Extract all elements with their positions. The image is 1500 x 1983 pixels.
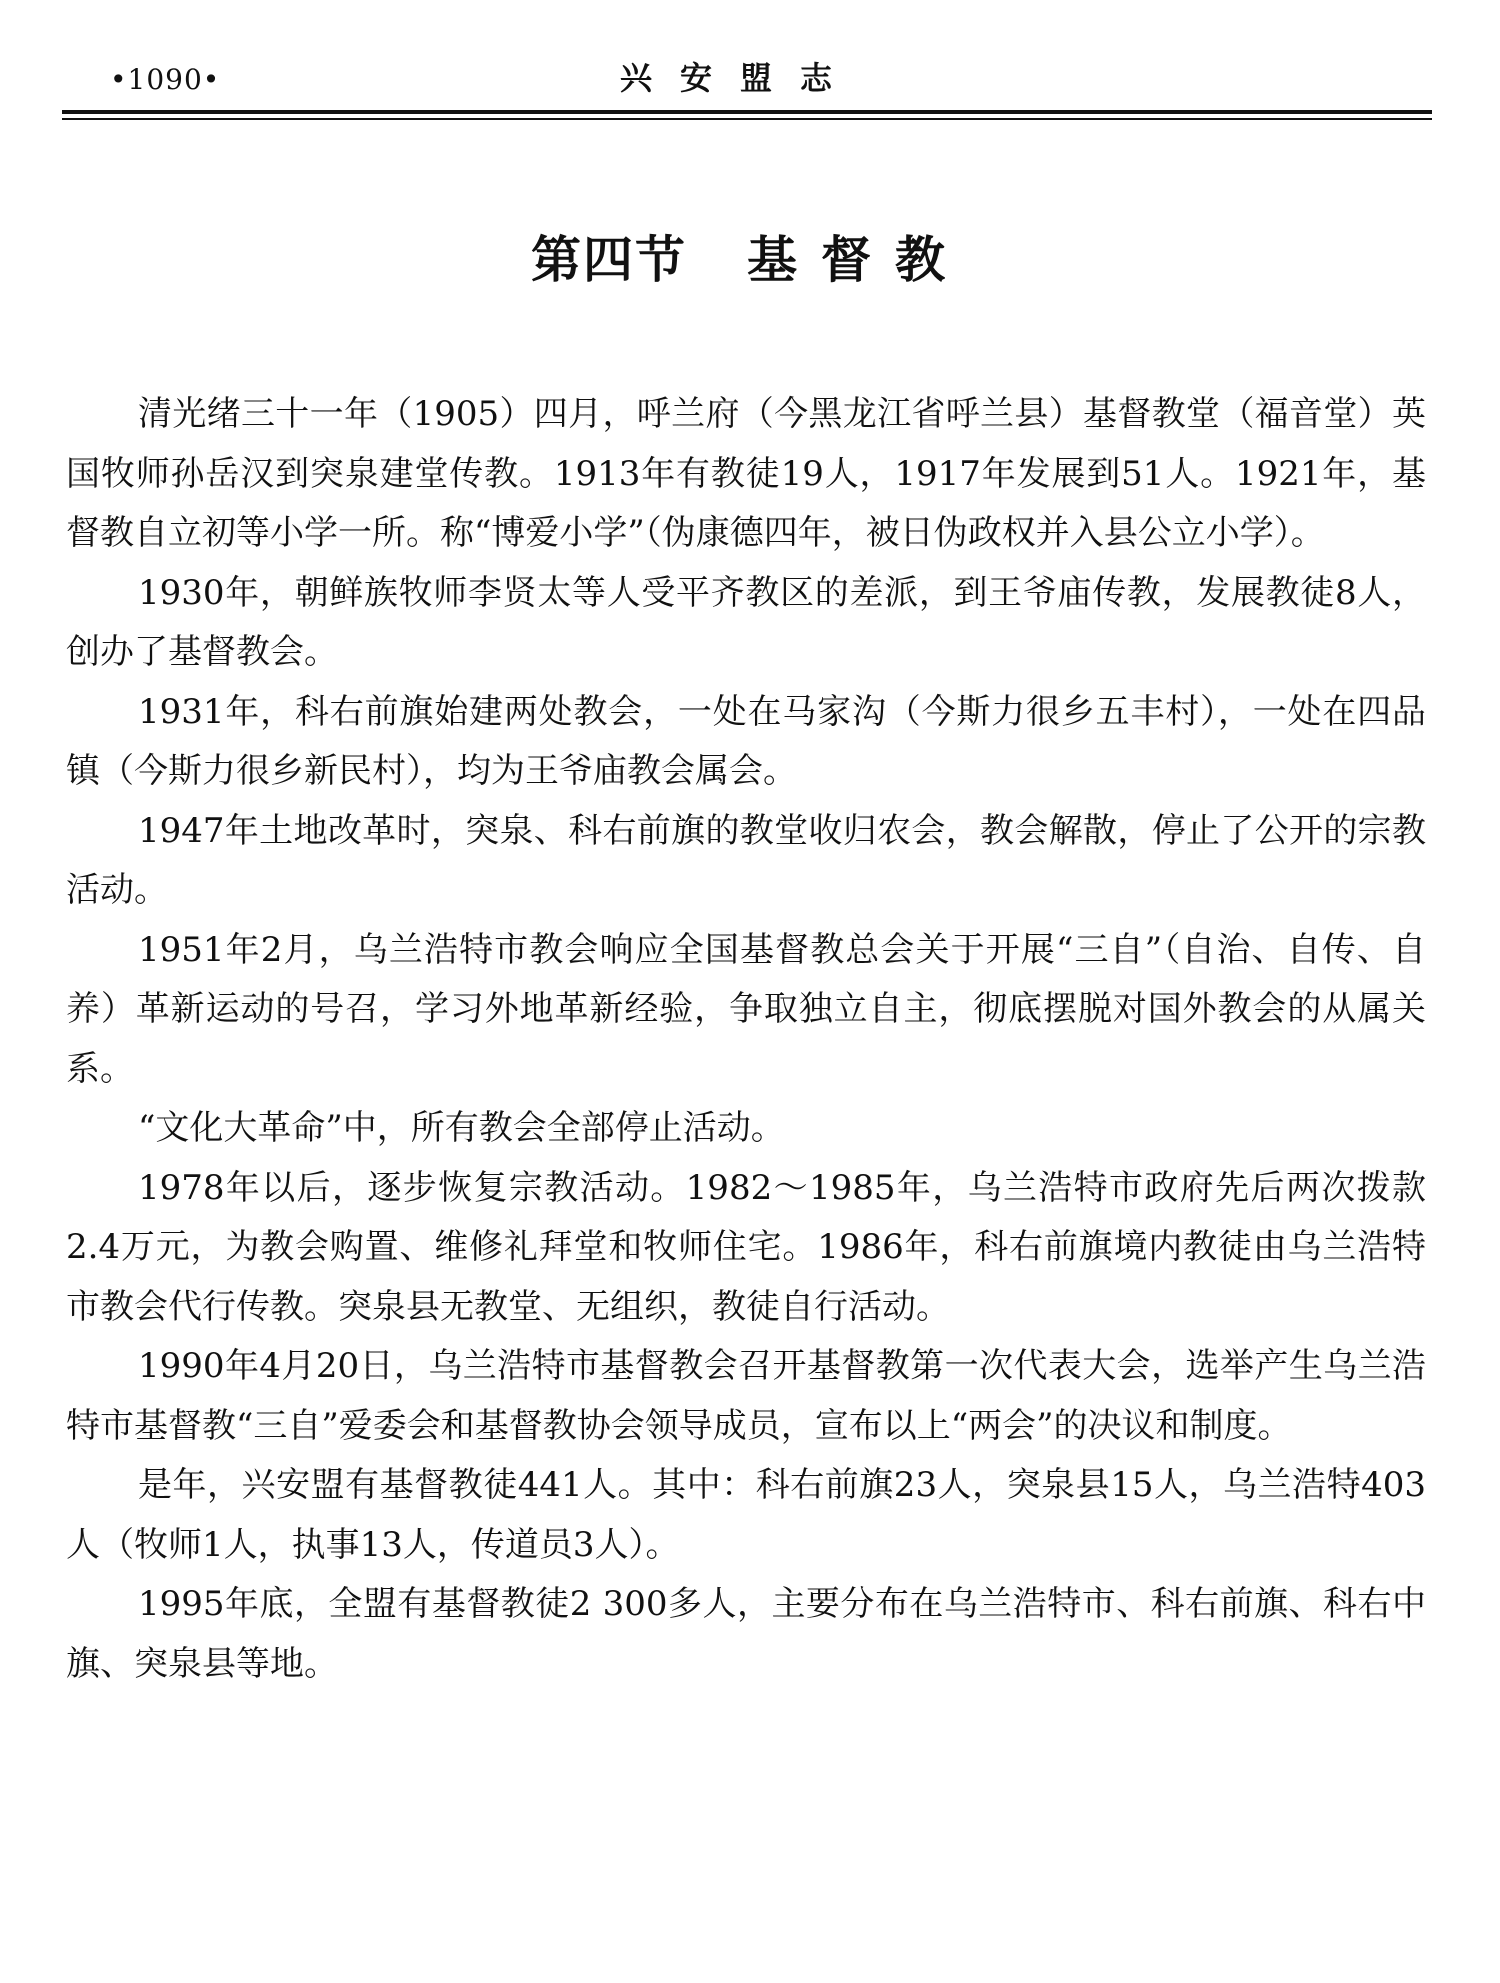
paragraph: 1990年4月20日，乌兰浩特市基督教会召开基督教第一次代表大会，选举产生乌兰浩特市基督教“三自”爱委会和基督教协会领导成员，宣布以上“两会”的决议和制度。 (66, 1346, 1426, 1446)
header-rule-thin (62, 118, 1432, 120)
paragraph: 1931年，科右前旗始建两处教会，一处在马家沟（今斯力很乡五丰村），一处在四品镇（今斯力很乡新民村），均为王爷庙教会属会。 (66, 691, 1426, 791)
body-text (66, 385, 1426, 1694)
section-name: 基督教 (747, 231, 969, 289)
section-heading (0, 225, 1500, 295)
paragraph: 清光绪三十一年（1905）四月，呼兰府（今黑龙江省呼兰县）基督教堂（福音堂）英国牧师孙岳汉到突泉建堂传教。1913年有教徒19人，1917年发展到51人。1921年，基督教自立初等小学一所。称“博爱小学”（伪康德四年，被日伪政权并入县公立小学）。 (66, 394, 1426, 553)
paragraph: 1930年，朝鲜族牧师李贤太等人受平齐教区的差派，到王爷庙传教，发展教徒8人，创办了基督教会。 (66, 572, 1426, 672)
paragraph: 1978年以后，逐步恢复宗教活动。1982～1985年，乌兰浩特市政府先后两次拨款2.4万元，为教会购置、维修礼拜堂和牧师住宅。1986年，科右前旗境内教徒由乌兰浩特市教会代行传教。突泉县无教堂、无组织，教徒自行活动。 (66, 1167, 1426, 1327)
paragraph: 1995年底，全盟有基督教徒2 300多人，主要分布在乌兰浩特市、科右前旗、科右中旗、突泉县等地。 (66, 1584, 1426, 1684)
paragraph: 1951年2月，乌兰浩特市教会响应全国基督教总会关于开展“三自”（自治、自传、自养）革新运动的号召，学习外地革新经验，争取独立自主，彻底摆脱对国外教会的从属关系。 (66, 929, 1426, 1089)
section-number: 第四节 (531, 231, 687, 289)
book-title: 兴安盟志 (620, 59, 861, 97)
paragraph: “文化大革命”中，所有教会全部停止活动。 (138, 1108, 785, 1148)
page-number: •1090• (110, 63, 221, 96)
header-rule-thick (62, 110, 1432, 114)
paragraph: 1947年土地改革时，突泉、科右前旗的教堂收归农会，教会解散，停止了公开的宗教活动。 (66, 810, 1426, 910)
paragraph: 是年，兴安盟有基督教徒441人。其中：科右前旗23人，突泉县15人，乌兰浩特403人（牧师1人，执事13人，传道员3人）。 (66, 1465, 1426, 1565)
